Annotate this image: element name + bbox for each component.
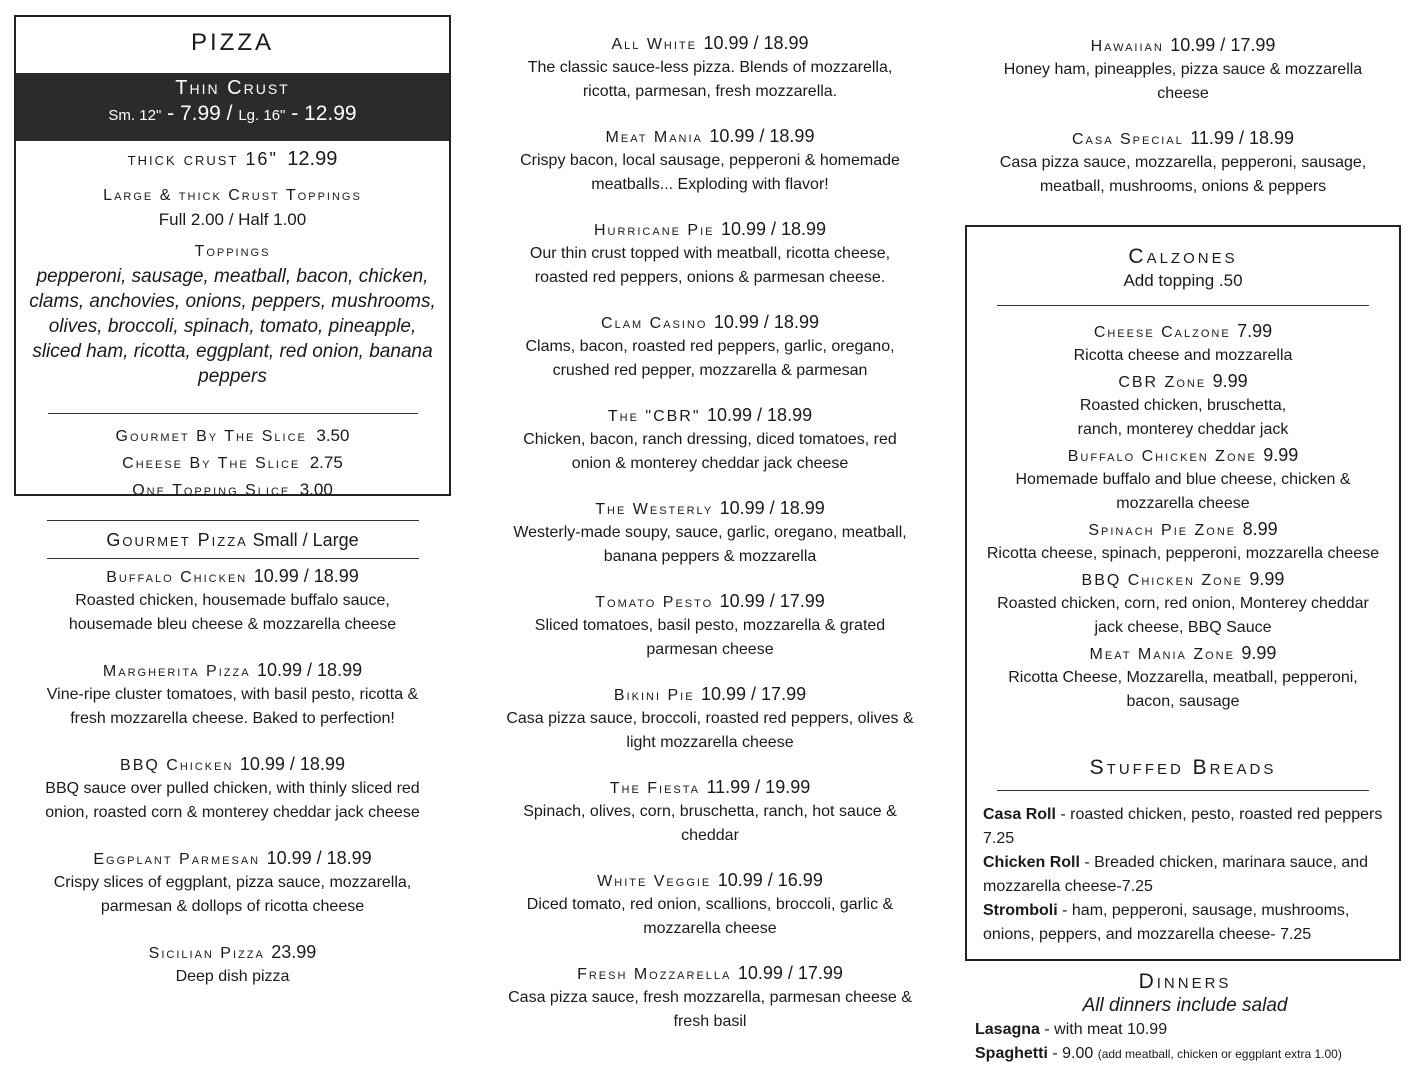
menu-item: Casa Special 11.99 / 18.99 Casa pizza sauce, mozzarella, pepperoni, sausage, meatball, mushrooms, onions & peppers [999,128,1367,195]
menu-item: Hawaiian 10.99 / 17.99 Honey ham, pineapples, pizza sauce & mozzarella cheese [1003,35,1363,102]
pizza-title: PIZZA [190,29,274,56]
pizza-box [14,15,451,499]
slice-row: Gourmet By The Slice 3.50 [115,426,350,445]
toppings-label: Toppings [194,243,271,260]
thick-crust-price: 12.99 [287,148,338,170]
menu-item: Margherita Pizza 10.99 / 18.99 Vine-ripe cluster tomatoes, with basil pesto, ricotta & fresh mozzarella cheese. Baked to perfection! [46,660,419,727]
menu-item: BBQ Chicken 10.99 / 18.99 BBQ sauce over pulled chicken, with thinly sliced red onion, roasted corn & monterey cheddar jack cheese [45,754,420,821]
gourmet-header [14,527,451,554]
menu-item: Cheese Calzone 7.99 Ricotta cheese and mozzarella [1073,321,1293,364]
menu-item: Buffalo Chicken Zone 9.99 Homemade buffalo and blue cheese, chicken & mozzarella cheese [1015,445,1351,512]
thick-crust-label: thick crust 16" [127,149,278,169]
menu-item: CBR Zone 9.99 Roasted chicken, bruschetta, ranch, monterey cheddar jack [1077,371,1289,438]
menu-item: Spinach Pie Zone 8.99 Ricotta cheese, spinach, pepperoni, mozzarella cheese [986,519,1380,562]
menu-item: Clam Casino 10.99 / 18.99 Clams, bacon, roasted red peppers, garlic, oregano, crushed red pepper, mozzarella & parmesan [525,312,895,379]
gourmet-section [14,520,451,989]
dinner-item: Spaghetti - 9.00 (add meatball, chicken or eggplant extra 1.00) [975,1045,1342,1062]
menu-item: The Fiesta 11.99 / 19.99 Spinach, olives, corn, bruschetta, ranch, hot sauce & cheddar [523,777,897,844]
slice-row: Cheese By The Slice 2.75 [122,453,343,472]
divider [48,413,418,414]
thin-crust-label: Thin Crust [175,77,290,99]
dinner-item: Lasagna - with meat 10.99 [975,1021,1168,1038]
thick-crust-line [16,147,449,172]
menu-item: Meat Mania Zone 9.99 Ricotta Cheese, Mozzarella, meatball, pepperoni, bacon, sausage [1008,643,1358,710]
gourmet-sizes: Small / Large [252,530,359,550]
menu-item: White Veggie 10.99 / 16.99 Diced tomato, red onion, scallions, broccoli, garlic & mozzarella cheese [526,870,894,937]
calzone-box [965,225,1401,961]
menu-item: The Westerly 10.99 / 18.99 Westerly-made soupy, sauce, garlic, oregano, meatball, banana peppers & mozzarella [513,498,907,565]
menu-item: Eggplant Parmesan 10.99 / 18.99 Crispy slices of eggplant, pizza sauce, mozzarella, parmesan & dollops of ricotta cheese [53,848,412,915]
thin-sm-price: - 7.99 / [161,102,239,125]
menu-item: The "CBR" 10.99 / 18.99 Chicken, bacon, ranch dressing, diced tomatoes, red onion & monterey cheddar jack cheese [523,405,897,472]
menu-item: Sicilian Pizza 23.99 Deep dish pizza [148,942,317,985]
menu-item: All White 10.99 / 18.99 The classic sauce-less pizza. Blends of mozzarella, ricotta, parmesan, fresh mozzarella. [527,33,893,100]
large-toppings-label: Large & thick Crust Toppings [103,187,362,204]
slice-row: One Topping Slice 3.00 [132,480,333,499]
thin-lg-size: Lg. 16" [238,107,286,124]
thin-lg-price: - 12.99 [285,102,357,125]
bread-item: Stromboli - ham, pepperoni, sausage, mushrooms, onions, peppers, and mozzarella cheese- 7.25 [983,902,1350,943]
menu-item: Bikini Pie 10.99 / 17.99 Casa pizza sauce, broccoli, roasted red peppers, olives & light mozzarella cheese [506,684,914,751]
menu-item: Hurricane Pie 10.99 / 18.99 Our thin crust topped with meatball, ricotta cheese, roasted red peppers, onions & parmesan cheese. [529,219,891,286]
thin-crust-prices [16,102,449,126]
dinners-title: Dinners [1138,970,1232,993]
divider [997,305,1369,306]
bread-item: Casa Roll - roasted chicken, pesto, roasted red peppers 7.25 [983,806,1383,847]
menu-item: Buffalo Chicken 10.99 / 18.99 Roasted chicken, housemade buffalo sauce, housemade bleu cheese & mozzarella cheese [68,566,397,633]
divider [47,520,419,521]
dinners-subtitle: All dinners include salad [1082,995,1288,1016]
dinners-section [965,970,1405,1066]
thin-crust-band [16,73,449,141]
bread-item: Chicken Roll - Breaded chicken, marinara sauce, and mozzarella cheese-7.25 [983,854,1369,895]
divider [47,558,419,559]
column-middle [500,32,920,1034]
menu-item: BBQ Chicken Zone 9.99 Roasted chicken, corn, red onion, Monterey cheddar jack cheese, BBQ Sauce [997,569,1369,636]
menu-item: Tomato Pesto 10.99 / 17.99 Sliced tomatoes, basil pesto, mozzarella & grated parmesan cheese [534,591,886,658]
toppings-list: pepperoni, sausage, meatball, bacon, chicken, clams, anchovies, onions, peppers, mushrooms, olives, broccoli, spinach, tomato, pineapple, sliced ham, ricotta, eggplant, red onion, banana peppers [29,266,436,387]
calzones-subtitle: Add topping .50 [1123,271,1243,290]
menu-item: Meat Mania 10.99 / 18.99 Crispy bacon, local sausage, pepperoni & homemade meatballs... Exploding with flavor! [520,126,900,193]
menu-item: Fresh Mozzarella 10.99 / 17.99 Casa pizza sauce, fresh mozzarella, parmesan cheese & fresh basil [508,963,912,1030]
gourmet-title: Gourmet Pizza [106,530,248,550]
large-toppings-price: Full 2.00 / Half 1.00 [158,210,307,229]
divider [997,790,1369,791]
calzones-title: Calzones [1128,245,1238,268]
right-top-items [965,34,1401,199]
thin-sm-size: Sm. 12" [108,107,162,124]
stuffed-breads-title: Stuffed Breads [1089,756,1277,779]
